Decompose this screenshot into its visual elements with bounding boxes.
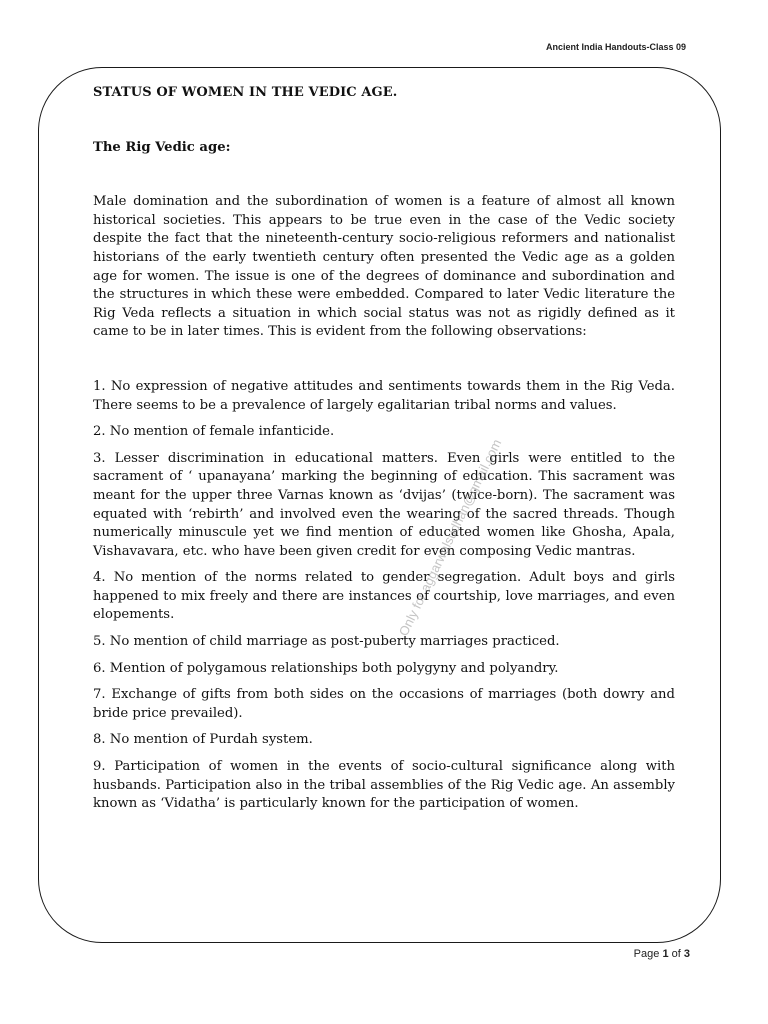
observations-list <box>93 378 675 814</box>
watermark: Only for aggarwalsudhan@gmail.com <box>395 436 505 639</box>
page-footer <box>634 948 690 960</box>
observation-item: 4. No mention of the norms related to gender segregation. Adult boys and girls happened to mix freely and there are instances of courtship, love marriages, and even elopements. <box>93 570 675 623</box>
observation-item: 8. No mention of Purdah system. <box>93 732 313 748</box>
page-total: 3 <box>683 948 690 960</box>
page-of: of <box>671 948 681 960</box>
observation-item: 2. No mention of female infanticide. <box>93 424 335 440</box>
intro-paragraph: Male domination and the subordination of women is a feature of almost all known historical societies. This appears to be true even in the case of the Vedic society despite the fact that the nineteenth-century socio-religious reformers and nationalist historians of the early twentieth century often presented the Vedic age as a golden age for women. The issue is one of the degrees of dominance and subordination and the structures in which these were embedded. Compared to later Vedic literature the Rig Veda reflects a situation in which social status was not as rigidly defined as it came to be in later times. This is evident from the following observations: <box>93 194 675 340</box>
document-title: STATUS OF WOMEN IN THE VEDIC AGE. <box>93 85 398 100</box>
observation-item: 3. Lesser discrimination in educational matters. Even girls were entitled to the sacrament of ‘ upanayana’ marking the beginning of education. This sacrament was meant for the upper three Varnas known as ‘dvijas’ (twice-born). The sacrament was equated with ‘rebirth’ and involved even the wearing of the sacred threads. Though numerically minuscule yet we find mention of educated women like Ghosha, Apala, Vishavavara, etc. who have been given credit for even composing Vedic mantras. <box>93 450 675 559</box>
observation-item: 5. No mention of child marriage as post-puberty marriages practiced. <box>93 634 560 650</box>
document-body <box>93 84 675 822</box>
observation-item: 1. No expression of negative attitudes and sentiments towards them in the Rig Veda. There seems to be a prevalence of largely egalitarian tribal norms and values. <box>93 378 675 413</box>
document-header: Ancient India Handouts-Class 09 <box>545 42 686 52</box>
observation-item: 6. Mention of polygamous relationships both polygyny and polyandry. <box>93 660 559 676</box>
observation-item: 7. Exchange of gifts from both sides on the occasions of marriages (both dowry and bride price prevailed). <box>93 687 675 721</box>
page-label: Page <box>633 948 660 960</box>
page-current: 1 <box>662 948 669 960</box>
observation-item: 9. Participation of women in the events of socio-cultural significance along with husbands. Participation also in the tribal assemblies of the Rig Vedic age. An assembly known as ‘Vidatha’ is particularly known for the participation of women. <box>93 759 675 812</box>
section-heading: The Rig Vedic age: <box>93 139 231 155</box>
